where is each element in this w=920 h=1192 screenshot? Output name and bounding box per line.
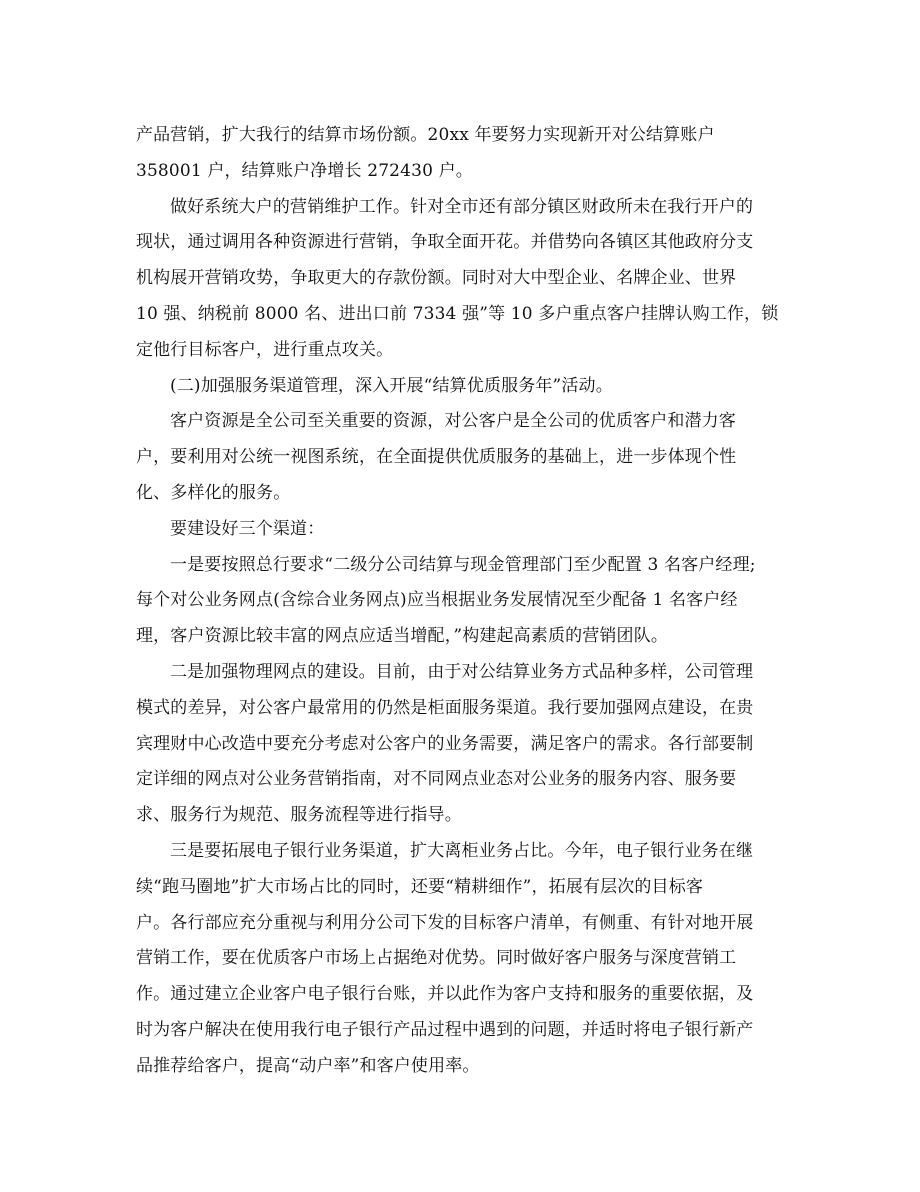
text-line: 时为客户解决在使用我行电子银行产品过程中遇到的问题，并适时将电子银行新产 [136,1019,754,1040]
text-line: 每个对公业务网点(含综合业务网点)应当根据业务发展情况至少配备 1 名客户经 [136,590,738,611]
text-line: 机构展开营销攻势，争取更大的存款份额。同时对大中型企业、名牌企业、世界 [136,268,737,289]
text-line: 358001 户，结算账户净增长 272430 户。 [136,160,473,181]
paragraph-key-accounts [136,190,796,369]
text-line: 一是要按照总行要求“二级分公司结算与现金管理部门至少配置 3 名客户经理; [170,554,756,575]
text-line: 做好系统大户的营销维护工作。针对全市还有部分镇区财政所未在我行开户的 [170,196,754,217]
text-line: 作。通过建立企业客户电子银行台账，并以此作为客户支持和服务的重要依据，及 [136,984,754,1005]
text-line: 10 强、纳税前 8000 名、进出口前 7334 强”等 10 多户重点客户挂牌认购工作，锁 [136,303,779,324]
section-heading: (二)加强服务渠道管理，深入开展“结算优质服务年”活动。 [170,375,613,396]
paragraph-channel-three [136,834,796,1085]
paragraph-three-channels [136,512,796,548]
text-line: 续“跑马圈地”扩大市场占比的同时，还要“精耕细作”，拓展有层次的目标客 [136,876,704,897]
text-line: 户。各行部应充分重视与利用分公司下发的目标客户清单，有侧重、有针对地开展 [136,912,754,933]
paragraph-channel-two [136,655,796,834]
text-line: 定他行目标客户，进行重点攻关。 [136,339,394,360]
text-line: 要建设好三个渠道： [170,518,325,539]
text-line: 户，要利用对公统一视图系统，在全面提供优质服务的基础上，进一步体现个性 [136,447,737,468]
text-line: 营销工作，要在优质客户市场上占据绝对优势。同时做好客户服务与深度营销工 [136,948,737,969]
document-body [136,118,796,1085]
paragraph-settlement-target [136,118,796,190]
text-line: 宾理财中心改造中要充分考虑对公客户的业务需要，满足客户的需求。各行部要制 [136,733,754,754]
text-line: 定详细的网点对公业务营销指南，对不同网点业态对公业务的服务内容、服务要 [136,769,737,790]
text-line: 三是要拓展电子银行业务渠道，扩大离柜业务占比。今年，电子银行业务在继 [170,840,754,861]
text-line: 品推荐给客户，提高“动户率”和客户使用率。 [136,1055,480,1076]
text-line: 化、多样化的服务。 [136,482,291,503]
text-line: 理，客户资源比较丰富的网点应适当增配，”构建起高素质的营销团队。 [136,626,668,647]
text-line: 求、服务行为规范、服务流程等进行指导。 [136,805,462,826]
paragraph-customer-resources [136,404,796,511]
text-line: 产品营销，扩大我行的结算市场份额。20xx 年要努力实现新开对公结算账户 [136,125,715,145]
text-line: 二是加强物理网点的建设。目前，由于对公结算业务方式品种多样，公司管理 [170,661,754,682]
paragraph-channel-one [136,548,796,655]
text-line: 客户资源是全公司至关重要的资源，对公客户是全公司的优质客户和潜力客 [170,411,736,432]
section-heading-service-channels [136,369,796,405]
text-line: 模式的差异，对公客户最常用的仍然是柜面服务渠道。我行要加强网点建设，在贵 [136,697,754,718]
text-line: 现状，通过调用各种资源进行营销，争取全面开花。并借势向各镇区其他政府分支 [136,232,754,253]
